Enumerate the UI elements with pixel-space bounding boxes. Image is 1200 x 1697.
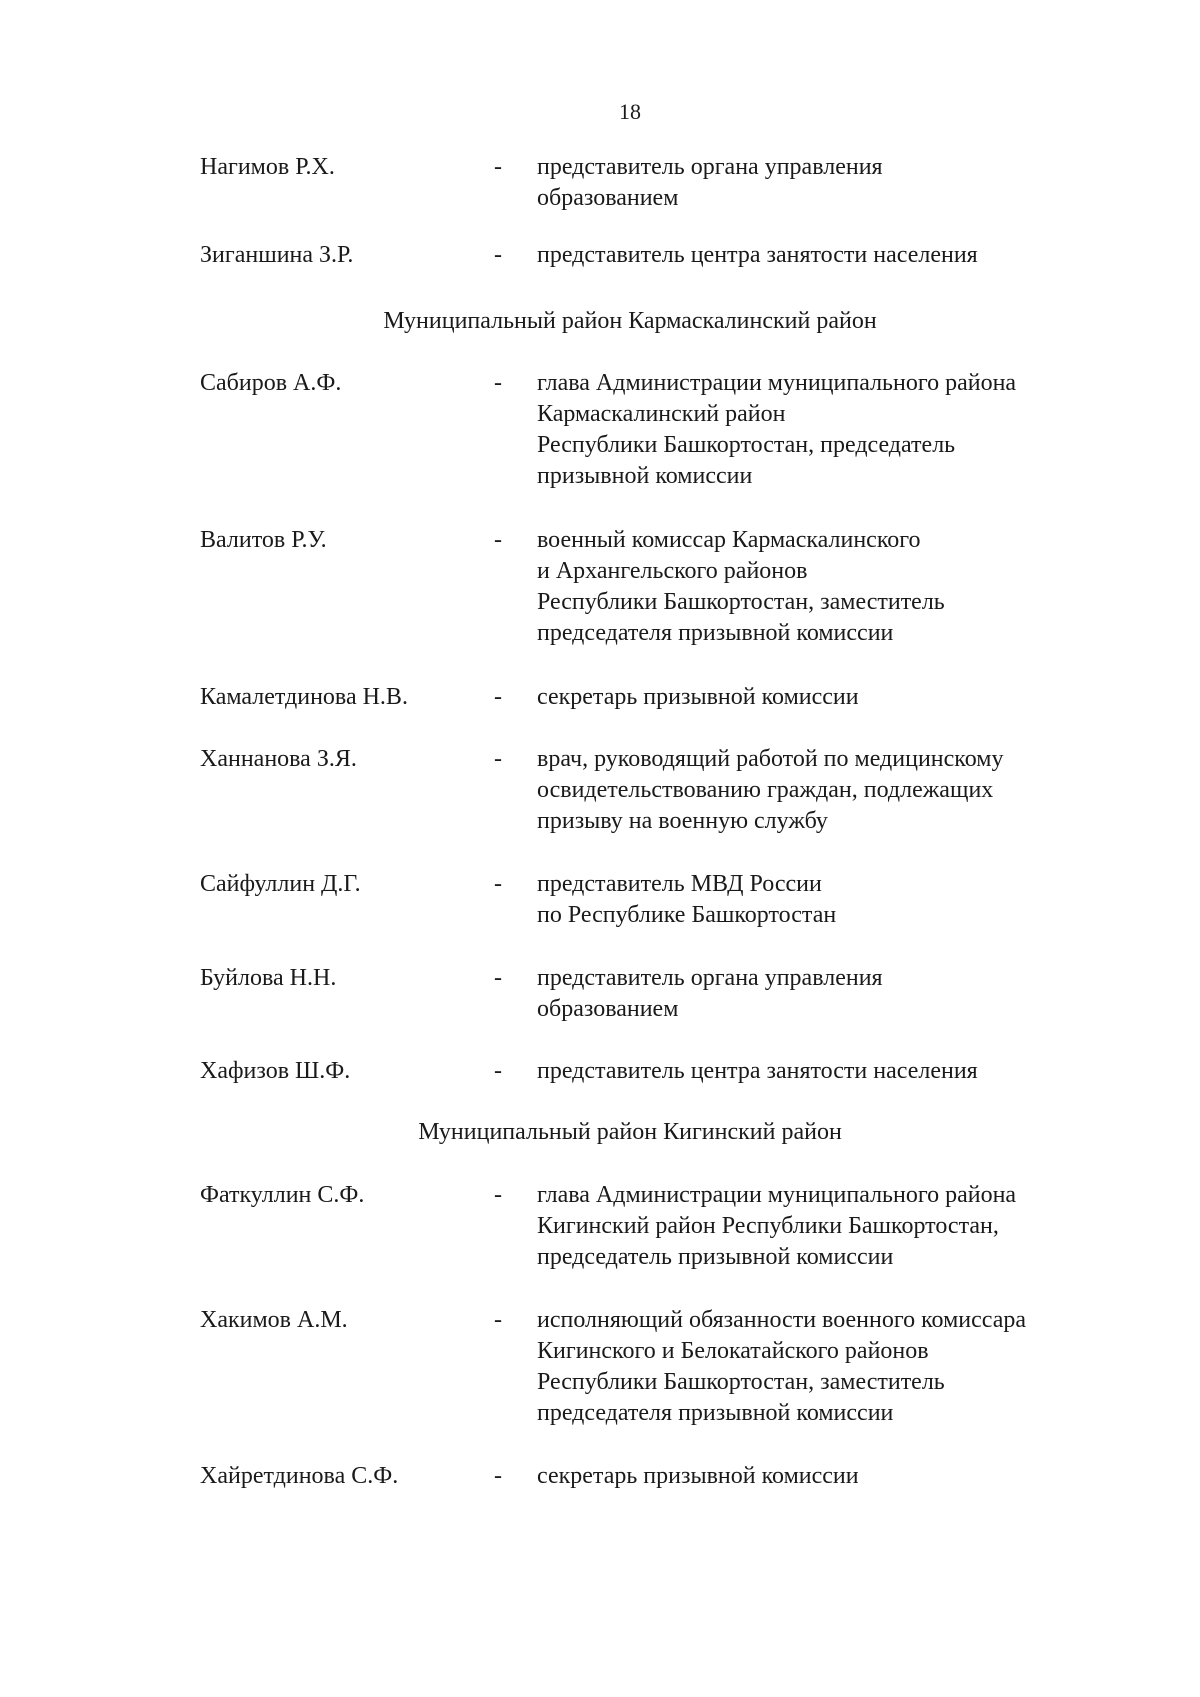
separator-dash: - [494, 965, 502, 991]
member-name: Валитов Р.У. [200, 527, 327, 553]
role-line: Кигинский район Республики Башкортостан, [537, 1213, 999, 1239]
role-line: призыву на военную службу [537, 808, 828, 834]
separator-dash: - [494, 242, 502, 268]
role-line: глава Администрации муниципального района [537, 370, 1017, 396]
role-line: глава Администрации муниципального района [537, 1182, 1017, 1208]
role-line: председатель призывной комиссии [537, 1244, 894, 1270]
role-line: Кигинского и Белокатайского районов [537, 1338, 929, 1364]
role-line: исполняющий обязанности военного комиссара [537, 1307, 1026, 1333]
member-role [537, 1056, 1127, 1087]
member-name: Сабиров А.Ф. [200, 370, 342, 396]
separator-dash: - [494, 871, 502, 897]
separator-dash: - [494, 1182, 502, 1208]
role-line: Кармаскалинский район [537, 401, 786, 427]
separator-dash: - [494, 684, 502, 710]
role-line: образованием [537, 185, 679, 211]
member-name: Хафизов Ш.Ф. [200, 1058, 351, 1084]
section-heading-kiginsky: Муниципальный район Кигинский район [418, 1119, 842, 1145]
page-number: 18 [619, 99, 641, 124]
member-role [537, 152, 1127, 214]
member-name: Хакимов А.М. [200, 1307, 348, 1333]
member-name: Ханнанова З.Я. [200, 746, 357, 772]
member-role [537, 744, 1127, 837]
member-role [537, 1461, 1127, 1492]
role-line: представитель органа управления [537, 965, 883, 991]
role-line: по Республике Башкортостан [537, 902, 837, 928]
role-line: военный комиссар Кармаскалинского [537, 527, 921, 553]
separator-dash: - [494, 527, 502, 553]
separator-dash: - [494, 154, 502, 180]
member-role [537, 1180, 1127, 1273]
member-name: Буйлова Н.Н. [200, 965, 337, 991]
member-name: Хайретдинова С.Ф. [200, 1463, 399, 1489]
role-line: Республики Башкортостан, заместитель [537, 1369, 945, 1395]
role-line: председателя призывной комиссии [537, 620, 894, 646]
role-line: образованием [537, 996, 679, 1022]
role-line: председателя призывной комиссии [537, 1400, 894, 1426]
member-role [537, 1305, 1127, 1429]
separator-dash: - [494, 1058, 502, 1084]
separator-dash: - [494, 746, 502, 772]
role-line: и Архангельского районов [537, 558, 808, 584]
role-line: Республики Башкортостан, заместитель [537, 589, 945, 615]
member-role [537, 525, 1127, 649]
member-name: Камалетдинова Н.В. [200, 684, 408, 710]
separator-dash: - [494, 1307, 502, 1333]
member-role [537, 963, 1127, 1025]
member-name: Сайфуллин Д.Г. [200, 871, 361, 897]
member-name: Нагимов Р.Х. [200, 154, 335, 180]
separator-dash: - [494, 1463, 502, 1489]
separator-dash: - [494, 370, 502, 396]
member-role [537, 869, 1127, 931]
role-line: Республики Башкортостан, председатель [537, 432, 956, 458]
role-line: освидетельствованию граждан, подлежащих [537, 777, 994, 803]
role-line: представитель центра занятости населения [537, 1058, 978, 1084]
member-role [537, 368, 1127, 492]
role-line: представитель МВД России [537, 871, 822, 897]
role-line: секретарь призывной комиссии [537, 684, 859, 710]
member-role [537, 682, 1127, 713]
member-name: Зиганшина З.Р. [200, 242, 354, 268]
role-line: представитель органа управления [537, 154, 883, 180]
member-name: Фаткуллин С.Ф. [200, 1182, 365, 1208]
role-line: представитель центра занятости населения [537, 242, 978, 268]
member-role [537, 240, 1127, 271]
section-heading-karmaskalinsky: Муниципальный район Кармаскалинский район [383, 308, 877, 334]
role-line: секретарь призывной комиссии [537, 1463, 859, 1489]
role-line: врач, руководящий работой по медицинскому [537, 746, 1004, 772]
role-line: призывной комиссии [537, 463, 753, 489]
